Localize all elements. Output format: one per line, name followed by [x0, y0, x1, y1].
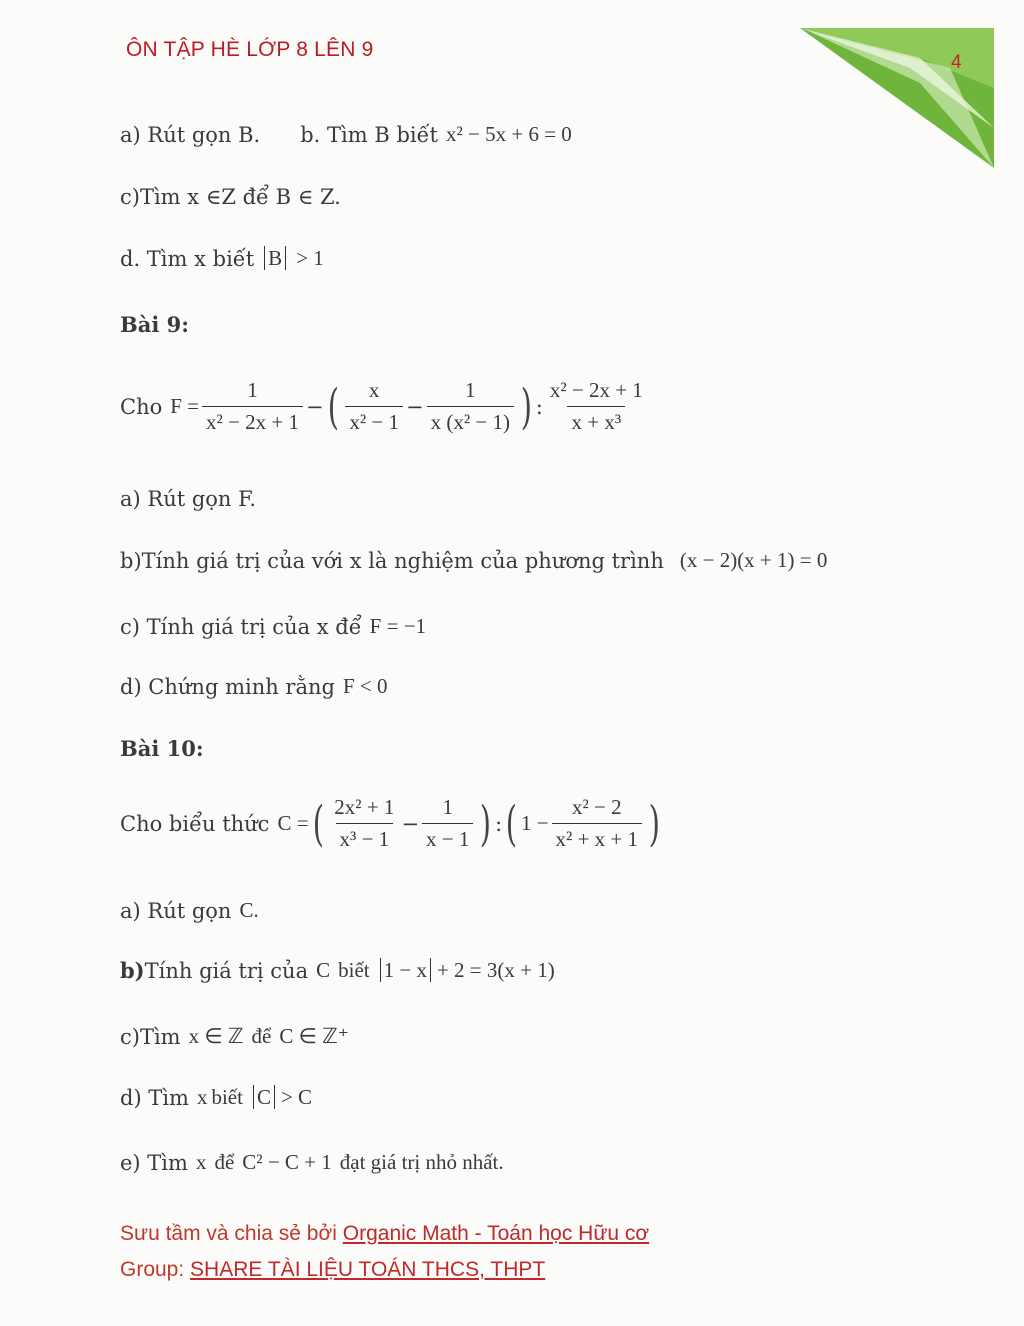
bai9-b: b)Tính giá trị của với x là nghiệm của phương trình (x − 2)(x + 1) = 0 — [120, 548, 828, 573]
bai9-d: d) Chứng minh rằng F < 0 — [120, 674, 388, 699]
corner-leaf-decoration — [800, 28, 994, 168]
bai9-c: c) Tính giá trị của x để F = −1 — [120, 614, 427, 639]
bai10-expression: Cho biểu thức C = ( $\frac{\text{2x² + 1}}{\text{x³ − 1}}$ − $\frac{1}{x - 1}$ ) : ( 1 − $\frac{\text{x² − 2}}{\text{x² + x + 1}}$ ) — [120, 795, 661, 852]
bai9-a: a) Rút gọn F. — [120, 487, 257, 511]
footer-group: Group: SHARE TÀI LIỆU TOÁN THCS, THPT — [120, 1258, 546, 1281]
bai9-expression: Cho F = $\frac{1}{\text{x² − 2x + 1}}$ − ( $\frac{x}{\text{x² − 1}}$ − $\frac{1}{\text{x (x² − 1)}}$ ) : $\frac{\text{x² − 2x + 1}}{\text{x + x³}}$ — [120, 378, 643, 435]
bai9-title: Bài 9: — [120, 312, 190, 337]
organic-math-link[interactable]: Organic Math - Toán học Hữu cơ — [342, 1222, 650, 1245]
footer-credit: Sưu tầm và chia sẻ bởi Organic Math - Toán học Hữu cơ — [120, 1222, 650, 1245]
question-b-d: d. Tìm x biết B > 1 — [120, 246, 324, 271]
bai10-e: e) Tìm x để C² − C + 1 đạt giá trị nhỏ nhất. — [120, 1150, 504, 1175]
bai10-a: a) Rút gọn C. — [120, 898, 259, 923]
bai10-title: Bài 10: — [120, 736, 204, 761]
share-group-link[interactable]: SHARE TÀI LIỆU TOÁN THCS, THPT — [190, 1258, 546, 1281]
question-b-c: c)Tìm x ∈Z để B ∈ Z. — [120, 185, 341, 209]
question-b-a: a) Rút gọn B. b. Tìm B biết x² − 5x + 6 = 0 — [120, 122, 572, 147]
page-number: 4 — [951, 52, 962, 73]
bai10-c: c)Tìm x ∈ ℤ để C ∈ ℤ⁺ — [120, 1024, 349, 1049]
page-header-title: ÔN TẬP HÈ LỚP 8 LÊN 9 — [126, 38, 374, 61]
bai10-d: d) Tìm x biết C > C — [120, 1085, 313, 1110]
bai10-b: b) Tính giá trị của C biết 1 − x + 2 = 3(x + 1) — [120, 958, 555, 983]
